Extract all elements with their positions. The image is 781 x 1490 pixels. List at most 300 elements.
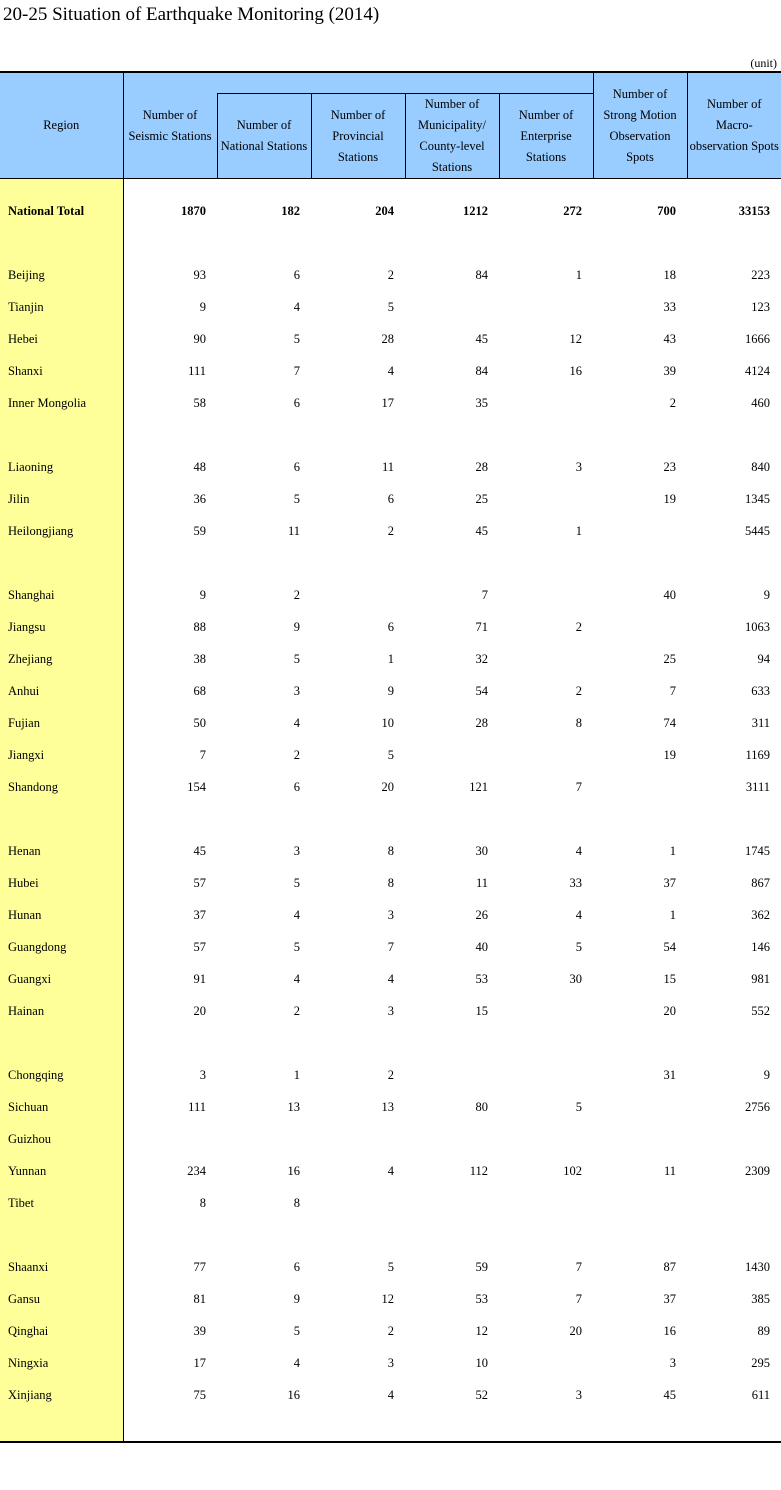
value-cell: 5 [387, 747, 394, 762]
value-cell: 10 [381, 715, 394, 730]
value-cell: 59 [193, 523, 206, 538]
spacer-row [0, 179, 781, 196]
value-cell: 11 [475, 875, 488, 890]
spacer-row [0, 1411, 781, 1442]
region-cell: Zhejiang [0, 643, 123, 675]
value-cell: 840 [751, 459, 770, 474]
value-cell: 2756 [745, 1099, 770, 1114]
table-row [0, 451, 781, 483]
value-cell: 80 [475, 1099, 488, 1114]
region-cell: Shanghai [0, 579, 123, 611]
header-provincial-stations: Number of Provincial Stations [311, 94, 405, 179]
value-cell: 5 [575, 1099, 582, 1114]
value-cell: 18 [663, 267, 676, 282]
value-cell: 33153 [738, 203, 770, 218]
table-row [0, 1123, 781, 1155]
value-cell: 91 [193, 971, 206, 986]
value-cell: 87 [663, 1259, 676, 1274]
value-cell: 123 [751, 299, 770, 314]
region-cell: Hebei [0, 323, 123, 355]
region-cell: Hubei [0, 867, 123, 899]
region-cell: National Total [0, 195, 123, 227]
table-row [0, 963, 781, 995]
table-row [0, 1283, 781, 1315]
value-cell: 4 [293, 715, 300, 730]
value-cell: 84 [475, 363, 488, 378]
value-cell: 700 [657, 203, 676, 218]
spacer-row [0, 1219, 781, 1251]
value-cell: 5 [575, 939, 582, 954]
value-cell: 5 [293, 1323, 300, 1338]
value-cell: 7 [575, 1291, 582, 1306]
value-cell: 54 [663, 939, 676, 954]
table-row [0, 1379, 781, 1411]
value-cell: 17 [381, 395, 394, 410]
value-cell: 48 [193, 459, 206, 474]
earthquake-monitoring-table [0, 71, 781, 1443]
value-cell: 6 [293, 779, 300, 794]
value-cell: 12 [381, 1291, 394, 1306]
value-cell: 71 [475, 619, 488, 634]
header-group-blank [217, 72, 593, 94]
value-cell [499, 291, 593, 323]
value-cell: 234 [187, 1163, 206, 1178]
value-cell [405, 291, 499, 323]
region-cell: Anhui [0, 675, 123, 707]
value-cell: 16 [287, 1387, 300, 1402]
value-cell: 8 [293, 1195, 300, 1210]
value-cell [687, 1123, 781, 1155]
value-cell: 1063 [745, 619, 770, 634]
value-cell: 84 [475, 267, 488, 282]
value-cell: 362 [751, 907, 770, 922]
value-cell: 39 [193, 1323, 206, 1338]
value-cell: 1 [575, 523, 582, 538]
value-cell: 25 [663, 651, 676, 666]
region-cell: Qinghai [0, 1315, 123, 1347]
value-cell: 3 [575, 1387, 582, 1402]
value-cell: 9 [199, 587, 206, 602]
table-row [0, 1315, 781, 1347]
region-cell: Jiangsu [0, 611, 123, 643]
value-cell [499, 579, 593, 611]
table-row [0, 995, 781, 1027]
value-cell: 40 [475, 939, 488, 954]
value-cell: 5 [293, 491, 300, 506]
value-cell: 6 [293, 459, 300, 474]
value-cell [311, 1187, 405, 1219]
value-cell: 1745 [745, 843, 770, 858]
value-cell: 38 [193, 651, 206, 666]
value-cell: 7 [293, 363, 300, 378]
region-cell: Jilin [0, 483, 123, 515]
value-cell [405, 739, 499, 771]
value-cell: 8 [199, 1195, 206, 1210]
value-cell: 7 [199, 747, 206, 762]
value-cell: 7 [387, 939, 394, 954]
region-cell: Tianjin [0, 291, 123, 323]
value-cell: 59 [475, 1259, 488, 1274]
region-cell: Xinjiang [0, 1379, 123, 1411]
value-cell: 88 [193, 619, 206, 634]
value-cell: 19 [663, 491, 676, 506]
table-row [0, 515, 781, 547]
table-row [0, 259, 781, 291]
value-cell: 5445 [745, 523, 770, 538]
region-cell: Guangdong [0, 931, 123, 963]
value-cell: 16 [569, 363, 582, 378]
value-cell: 121 [469, 779, 488, 794]
value-cell: 23 [663, 459, 676, 474]
table-row [0, 931, 781, 963]
table-row [0, 739, 781, 771]
value-cell: 4 [293, 907, 300, 922]
value-cell: 1 [387, 651, 394, 666]
value-cell: 2 [575, 619, 582, 634]
value-cell: 54 [475, 683, 488, 698]
value-cell: 11 [287, 523, 300, 538]
table-row [0, 1251, 781, 1283]
value-cell: 3 [387, 1003, 394, 1018]
value-cell: 460 [751, 395, 770, 410]
value-cell [499, 739, 593, 771]
value-cell: 9 [763, 587, 770, 602]
value-cell: 9 [293, 1291, 300, 1306]
unit-label: (unit) [750, 56, 777, 70]
value-cell: 4 [293, 1355, 300, 1370]
table-row [0, 643, 781, 675]
value-cell [593, 515, 687, 547]
value-cell: 9 [763, 1067, 770, 1082]
table-row [0, 1059, 781, 1091]
region-cell: Tibet [0, 1187, 123, 1219]
value-cell [499, 387, 593, 419]
value-cell: 2 [293, 747, 300, 762]
table-row [0, 867, 781, 899]
region-cell: Beijing [0, 259, 123, 291]
value-cell: 5 [293, 875, 300, 890]
value-cell: 6 [293, 1259, 300, 1274]
value-cell: 13 [287, 1099, 300, 1114]
table-row [0, 291, 781, 323]
value-cell: 1 [669, 907, 676, 922]
spacer-row [0, 227, 781, 259]
value-cell: 19 [663, 747, 676, 762]
value-cell [499, 1059, 593, 1091]
value-cell: 33 [569, 875, 582, 890]
value-cell: 6 [387, 619, 394, 634]
region-cell: Guangxi [0, 963, 123, 995]
value-cell: 102 [563, 1163, 582, 1178]
value-cell: 16 [663, 1323, 676, 1338]
value-cell: 25 [475, 491, 488, 506]
value-cell: 154 [187, 779, 206, 794]
table-row [0, 1155, 781, 1187]
value-cell [687, 1187, 781, 1219]
value-cell: 26 [475, 907, 488, 922]
value-cell: 45 [475, 523, 488, 538]
header-macro-observation: Number of Macro-observation Spots [687, 72, 781, 179]
value-cell: 45 [193, 843, 206, 858]
value-cell: 43 [663, 331, 676, 346]
value-cell [499, 483, 593, 515]
table-row [0, 611, 781, 643]
value-cell: 16 [287, 1163, 300, 1178]
value-cell [123, 1123, 217, 1155]
value-cell: 32 [475, 651, 488, 666]
value-cell: 112 [469, 1163, 488, 1178]
value-cell: 2 [387, 1067, 394, 1082]
value-cell: 90 [193, 331, 206, 346]
value-cell: 89 [757, 1323, 770, 1338]
value-cell: 8 [575, 715, 582, 730]
value-cell: 2 [293, 1003, 300, 1018]
value-cell: 6 [293, 267, 300, 282]
value-cell: 93 [193, 267, 206, 282]
value-cell: 9 [199, 299, 206, 314]
value-cell: 9 [293, 619, 300, 634]
value-cell [499, 1347, 593, 1379]
table-row [0, 1187, 781, 1219]
value-cell: 57 [193, 875, 206, 890]
table-row [0, 387, 781, 419]
value-cell: 11 [381, 459, 394, 474]
value-cell: 5 [293, 331, 300, 346]
value-cell: 1212 [463, 203, 488, 218]
value-cell: 6 [293, 395, 300, 410]
header-strong-motion: Number of Strong Motion Observation Spots [593, 72, 687, 179]
region-cell: Shanxi [0, 355, 123, 387]
value-cell: 4 [575, 907, 582, 922]
value-cell: 3 [575, 459, 582, 474]
value-cell: 5 [387, 299, 394, 314]
value-cell: 20 [663, 1003, 676, 1018]
table-row [0, 899, 781, 931]
value-cell [405, 1059, 499, 1091]
value-cell: 45 [475, 331, 488, 346]
spacer-row [0, 803, 781, 835]
value-cell: 1666 [745, 331, 770, 346]
region-cell: Jiangxi [0, 739, 123, 771]
region-cell: Gansu [0, 1283, 123, 1315]
value-cell: 146 [751, 939, 770, 954]
region-cell: Sichuan [0, 1091, 123, 1123]
table-row [0, 483, 781, 515]
value-cell: 40 [663, 587, 676, 602]
value-cell: 28 [475, 715, 488, 730]
spacer-row [0, 419, 781, 451]
value-cell: 2309 [745, 1163, 770, 1178]
value-cell: 37 [663, 1291, 676, 1306]
value-cell: 57 [193, 939, 206, 954]
value-cell: 15 [663, 971, 676, 986]
value-cell: 2 [293, 587, 300, 602]
value-cell: 2 [387, 1323, 394, 1338]
value-cell: 30 [569, 971, 582, 986]
value-cell: 28 [475, 459, 488, 474]
region-cell: Heilongjiang [0, 515, 123, 547]
region-cell: Yunnan [0, 1155, 123, 1187]
value-cell [499, 643, 593, 675]
value-cell: 3 [199, 1067, 206, 1082]
value-cell: 20 [381, 779, 394, 794]
value-cell [311, 579, 405, 611]
value-cell: 39 [663, 363, 676, 378]
value-cell: 1 [669, 843, 676, 858]
table-row [0, 707, 781, 739]
region-cell: Shandong [0, 771, 123, 803]
value-cell [593, 1187, 687, 1219]
value-cell: 11 [663, 1163, 676, 1178]
value-cell: 74 [663, 715, 676, 730]
value-cell: 223 [751, 267, 770, 282]
value-cell [499, 1187, 593, 1219]
value-cell: 3 [293, 683, 300, 698]
value-cell: 4 [575, 843, 582, 858]
value-cell: 31 [663, 1067, 676, 1082]
spacer-row [0, 1027, 781, 1059]
spacer-row [0, 547, 781, 579]
value-cell: 35 [475, 395, 488, 410]
region-cell: Hainan [0, 995, 123, 1027]
value-cell: 30 [475, 843, 488, 858]
header-region: Region [0, 72, 123, 179]
table-row [0, 355, 781, 387]
value-cell: 20 [193, 1003, 206, 1018]
value-cell: 94 [757, 651, 770, 666]
value-cell: 1345 [745, 491, 770, 506]
value-cell [593, 611, 687, 643]
value-cell: 9 [387, 683, 394, 698]
region-cell: Ningxia [0, 1347, 123, 1379]
value-cell: 12 [475, 1323, 488, 1338]
data-table [0, 71, 781, 1443]
region-cell: Inner Mongolia [0, 387, 123, 419]
value-cell: 111 [188, 363, 206, 378]
value-cell: 8 [387, 843, 394, 858]
value-cell [499, 1123, 593, 1155]
value-cell: 204 [375, 203, 394, 218]
value-cell: 981 [751, 971, 770, 986]
table-row [0, 323, 781, 355]
value-cell: 2 [575, 683, 582, 698]
value-cell: 52 [475, 1387, 488, 1402]
value-cell: 5 [387, 1259, 394, 1274]
value-cell: 1169 [745, 747, 770, 762]
value-cell: 111 [188, 1099, 206, 1114]
value-cell: 12 [569, 331, 582, 346]
region-cell: Henan [0, 835, 123, 867]
value-cell: 2 [387, 267, 394, 282]
value-cell: 20 [569, 1323, 582, 1338]
region-cell: Chongqing [0, 1059, 123, 1091]
value-cell: 5 [293, 651, 300, 666]
value-cell: 37 [663, 875, 676, 890]
value-cell: 68 [193, 683, 206, 698]
table-row [0, 579, 781, 611]
value-cell: 53 [475, 971, 488, 986]
value-cell: 3 [293, 843, 300, 858]
value-cell: 4 [387, 363, 394, 378]
value-cell: 77 [193, 1259, 206, 1274]
table-row [0, 835, 781, 867]
value-cell: 3 [387, 907, 394, 922]
value-cell [405, 1187, 499, 1219]
total-row [0, 195, 781, 227]
header-national-stations: Number of National Stations [217, 94, 311, 179]
value-cell [405, 1123, 499, 1155]
value-cell: 28 [381, 331, 394, 346]
value-cell: 182 [281, 203, 300, 218]
value-cell: 81 [193, 1291, 206, 1306]
value-cell: 10 [475, 1355, 488, 1370]
value-cell: 1430 [745, 1259, 770, 1274]
header-municipal-stations: Number of Municipality/ County-level Stations [405, 94, 499, 179]
table-row [0, 1347, 781, 1379]
value-cell [593, 771, 687, 803]
value-cell: 8 [387, 875, 394, 890]
value-cell: 295 [751, 1355, 770, 1370]
value-cell: 13 [381, 1099, 394, 1114]
value-cell: 3111 [745, 779, 770, 794]
region-cell: Liaoning [0, 451, 123, 483]
value-cell: 2 [387, 523, 394, 538]
value-cell: 6 [387, 491, 394, 506]
header-enterprise-stations: Number of Enterprise Stations [499, 94, 593, 179]
value-cell: 33 [663, 299, 676, 314]
value-cell: 4 [293, 299, 300, 314]
value-cell: 50 [193, 715, 206, 730]
value-cell: 7 [481, 587, 488, 602]
header-seismic-stations: Number of Seismic Stations [123, 72, 217, 179]
value-cell: 7 [575, 779, 582, 794]
value-cell: 385 [751, 1291, 770, 1306]
region-cell: Hunan [0, 899, 123, 931]
table-row [0, 771, 781, 803]
table-row [0, 1091, 781, 1123]
region-cell: Guizhou [0, 1123, 123, 1155]
value-cell: 5 [293, 939, 300, 954]
value-cell: 15 [475, 1003, 488, 1018]
value-cell: 37 [193, 907, 206, 922]
table-row [0, 675, 781, 707]
value-cell: 867 [751, 875, 770, 890]
value-cell: 4124 [745, 363, 770, 378]
value-cell: 3 [669, 1355, 676, 1370]
value-cell: 4 [387, 1163, 394, 1178]
value-cell: 45 [663, 1387, 676, 1402]
value-cell [593, 1091, 687, 1123]
value-cell: 272 [563, 203, 582, 218]
value-cell [217, 1123, 311, 1155]
value-cell: 4 [387, 971, 394, 986]
region-cell: Fujian [0, 707, 123, 739]
value-cell: 2 [669, 395, 676, 410]
value-cell: 1870 [181, 203, 206, 218]
value-cell: 3 [387, 1355, 394, 1370]
value-cell: 36 [193, 491, 206, 506]
value-cell: 1 [293, 1067, 300, 1082]
value-cell: 58 [193, 395, 206, 410]
value-cell: 633 [751, 683, 770, 698]
value-cell: 4 [387, 1387, 394, 1402]
value-cell: 552 [751, 1003, 770, 1018]
value-cell [311, 1123, 405, 1155]
value-cell [593, 1123, 687, 1155]
value-cell: 7 [669, 683, 676, 698]
page-title: 20-25 Situation of Earthquake Monitoring (2014) [3, 4, 380, 25]
value-cell [499, 995, 593, 1027]
